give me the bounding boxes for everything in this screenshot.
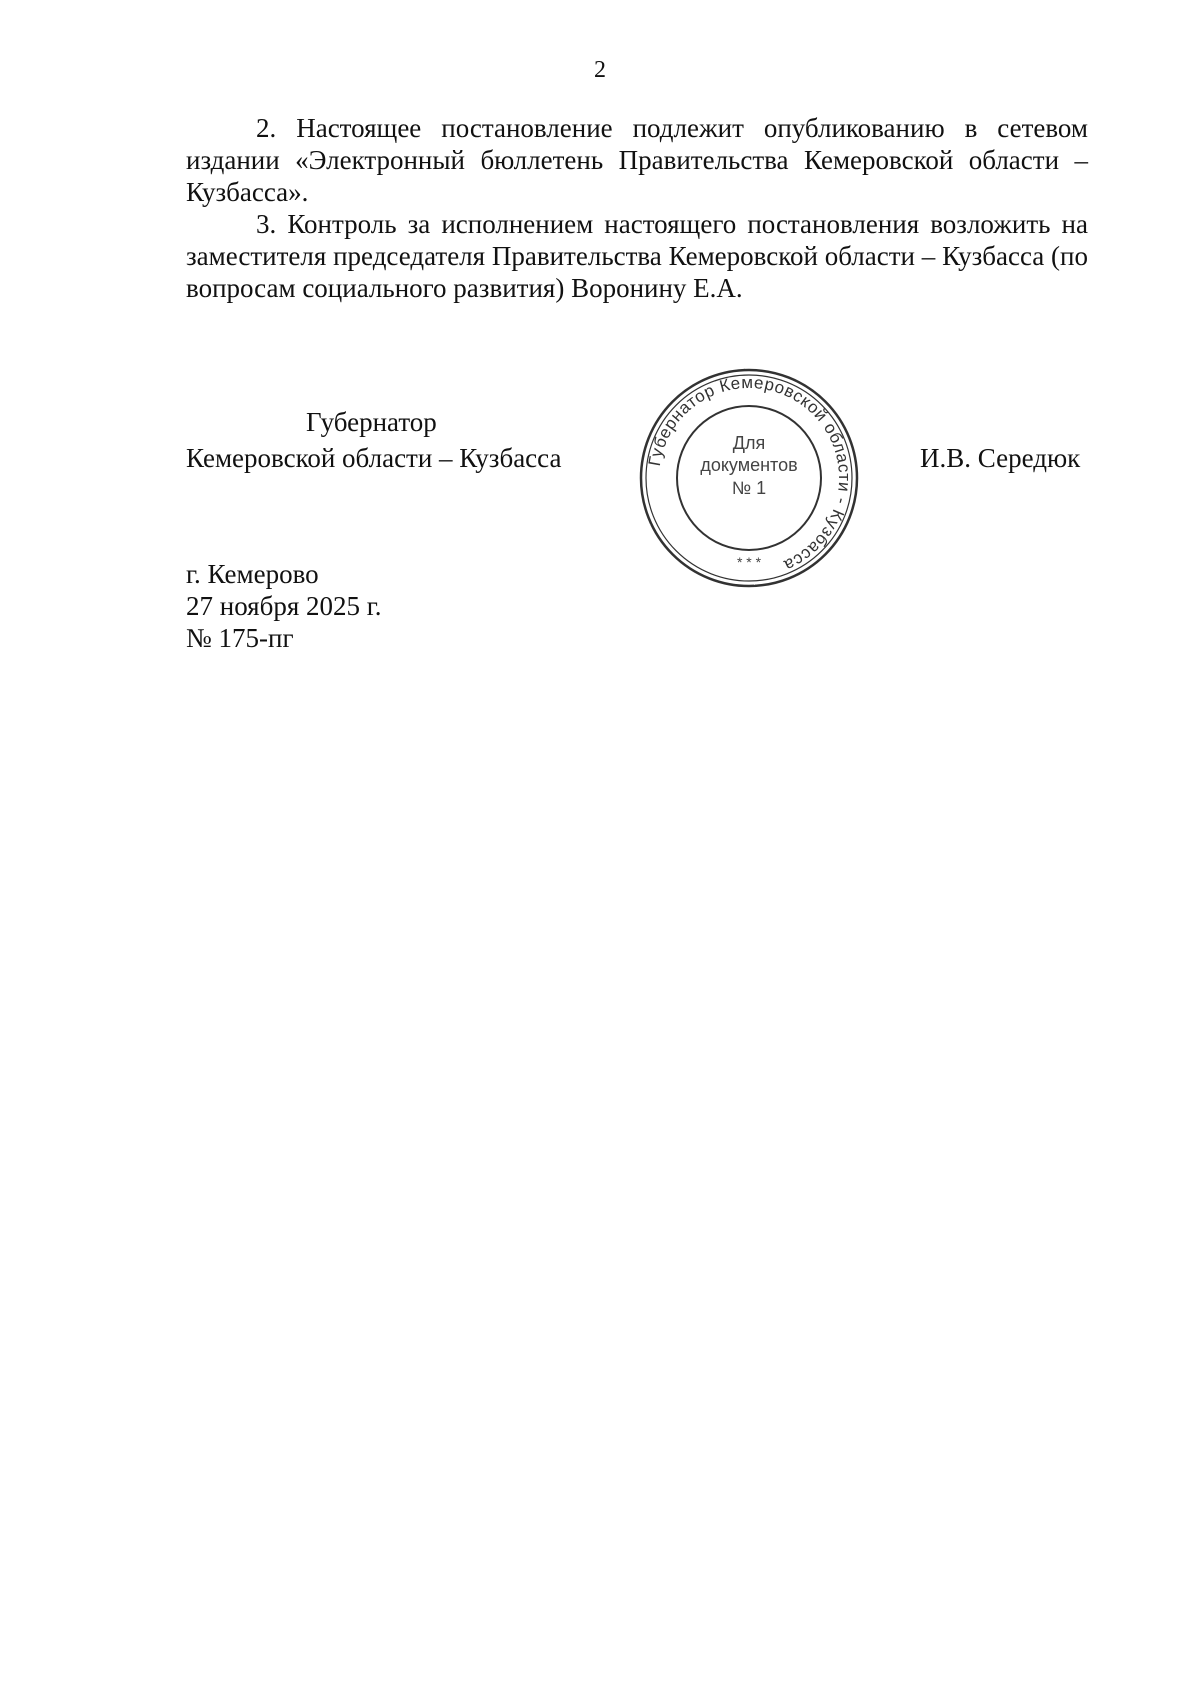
signature-position: Губернатор: [306, 407, 437, 437]
signature-title: [186, 404, 606, 476]
paragraph-publication: 2. Настоящее постановление подлежит опубликованию в сетевом издании «Электронный бюллетень Правительства Кемеровской области – Кузбасса».: [186, 113, 1088, 207]
official-seal: [638, 367, 860, 589]
signature-region: Кемеровской области – Кузбасса: [186, 443, 562, 473]
footer-date: 27 ноября 2025 г.: [186, 591, 382, 621]
seal-ring-path: Губернатор Кемеровской области - Кузбасса: [644, 372, 855, 576]
paragraph-control: 3. Контроль за исполнением настоящего постановления возложить на заместителя председателя Правительства Кемеровской области – Кузбасса (по вопросам социального развития) Воронину Е.А.: [186, 209, 1088, 303]
seal-center-line2: документов: [700, 455, 798, 475]
page-number: 2: [594, 57, 606, 83]
document-body: [186, 112, 1088, 304]
seal-center-line3: № 1: [731, 478, 767, 498]
footer-city: г. Кемерово: [186, 559, 319, 589]
seal-center-line1: Для: [732, 433, 766, 453]
signatory-name: И.В. Середюк: [920, 443, 1081, 473]
seal-stars: * * *: [736, 554, 762, 570]
document-footer: [186, 558, 382, 654]
footer-number: № 175-пг: [186, 623, 294, 653]
